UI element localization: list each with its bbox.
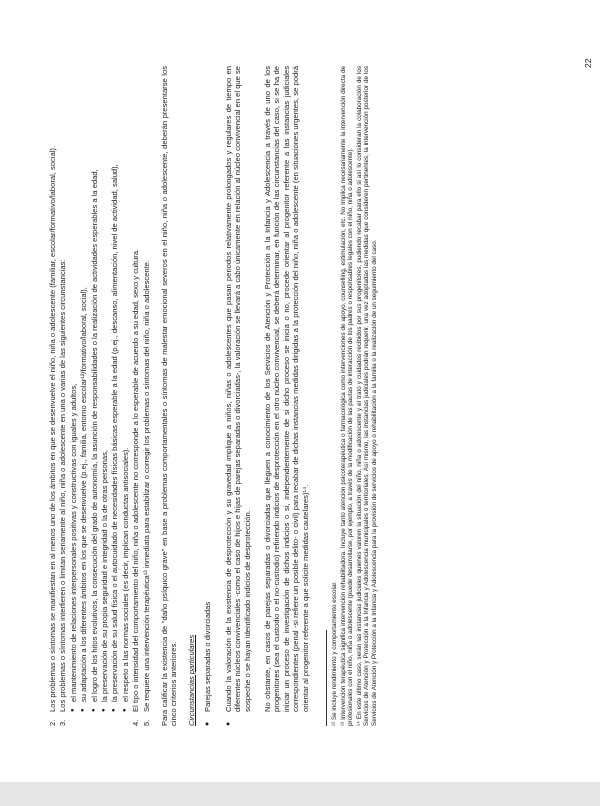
criterion-item-3 bbox=[58, 66, 67, 726]
item-number: 4. bbox=[131, 719, 141, 726]
criterion-item-2 bbox=[48, 66, 57, 726]
sub-item bbox=[121, 66, 130, 712]
bullet-paragraph-item bbox=[224, 66, 252, 726]
item-number: 3. bbox=[58, 719, 68, 726]
item-text: Se requiere una intervención terapéutica¹³ inmediata para estabilizar o corregir los problemas o síntomas del niño, niña o adolescente. bbox=[141, 259, 151, 712]
item-number: 5. bbox=[141, 719, 151, 726]
sub-item bbox=[79, 66, 88, 712]
item-text: El tipo o intensidad del comportamiento del niño, niña o adolescente no corresponde a lo esperable de acuerdo a su edad, sexo y cultura. bbox=[131, 248, 141, 712]
bullet-icon: ● bbox=[101, 708, 108, 712]
sub-item bbox=[90, 66, 99, 712]
sub-item-text: su adaptación a los diferentes ámbitos en los que se desenvuelve (p.ej., familia, entorno escolar¹²/formativo/laboral, social), bbox=[79, 287, 89, 702]
sub-item-text: la preservación de su salud física o el autocuidado de necesidades físicas básicas esperable a la edad (p.ej., descanso, alimentación, nivel de actividad, salud), bbox=[110, 164, 120, 702]
sub-item-text: el mantenimiento de relaciones interpersonales positivas y constructivas con iguales y adultos, bbox=[68, 383, 78, 702]
footnote-13: ¹³ Intervención terapéutica significa intervención rehabilitadora. Incluye tanto atención psicoterapéutica o farmacológica como intervenciones de apoyo, counselling, estimulación, etc. No implica necesariamente la intervención directa de profesionales con el niño, niña o adolescente (puede desarrollarse, por ejemplo, a través de la modificación de las pautas de interacción de los padres o responsables legales con el niño, niña o adolescente). bbox=[339, 66, 355, 726]
bullet-icon: ● bbox=[204, 721, 212, 726]
paragraph-calificar: Para calificar la existencia de "daño psíquico grave" en base a problemas comportamentales o síntomas de malestar emocional severos en el niño, niña o adolescente, deberán presentarse los cinco criterios anteriores. bbox=[160, 66, 179, 726]
section-heading: Circunstancias particulares bbox=[186, 634, 196, 726]
sub-item bbox=[110, 66, 119, 712]
criterion-item-5 bbox=[142, 66, 151, 726]
item-text: Los problemas o síntomas interfieren o limitan seriamente al niño, niña o adolescente en una o varias de las siguientes circunstancias: bbox=[58, 259, 68, 712]
item-text: Los problemas o síntomas se manifiestan en al menos uno de los ámbitos en que se desenvuelve el niño, niña o adolescente (familiar, escolar/formativo/laboral, social). bbox=[48, 145, 57, 712]
bullet-icon: ● bbox=[111, 708, 118, 712]
bullet-icon: ● bbox=[80, 708, 87, 712]
page-number: 22 bbox=[583, 58, 593, 68]
bullet-heading: Parejas separadas o divorciadas bbox=[203, 601, 213, 712]
bullet-icon: ● bbox=[90, 708, 97, 712]
sub-item-text: la preservación de su propia seguridad e integridad o la de otras personas, bbox=[100, 449, 110, 702]
viewer-bottom-strip bbox=[0, 782, 600, 806]
footnote-divider bbox=[326, 630, 327, 726]
item-number: 2. bbox=[48, 719, 57, 726]
sub-item-text: el respeto a las normas sociales (es decir, implican conductas antisociales). bbox=[120, 447, 130, 702]
sub-item-text: el logro de los hitos evolutivos, la consecución del grado de autonomía, la asunción de responsabilidades o la realización de actividades esperables a la edad, bbox=[89, 169, 99, 702]
footnote-12: ¹² Se incluye rendimiento y comportamiento escolar. bbox=[330, 581, 338, 726]
footnote-14: ¹⁴ En este último caso, serán las instancias judiciales quienes valoren la situación del niño, niña o adolescente y el trato y cuidados recibidos por sus progenitores, pudiendo recabar para ello si así lo consideran la colaboración de los Servicios de Atención y Protección a la Infancia y Adolescencia municipales o territoriales. Así mismo, las instancias judiciales podrán requerir, una vez adoptadas las medidas que consideren pertinentes, la intervención posterior de los Servicios de Atención y Protección a la Infancia y Adolescencia para la provisión de servicios de apoyo o rehabilitación a la familia o la realización de un seguimiento del caso. bbox=[355, 66, 378, 726]
bullet-paragraph: Cuando la valoración de la existencia de desprotección y su gravedad implique a niños, niñas o adolescentes que pasan periodos relativamente prolongados y regulares de tiempo en diferentes núcleos convivenciales -como el caso de hijos e hijas de parejas separadas o divorciadas-, la valoración se llevará a cabo únicamente en relación al núcleo convivencial en el que se sospeche o se hayan identificado indicios de desprotección. bbox=[223, 66, 252, 712]
bullet-heading-item bbox=[203, 66, 212, 726]
criterion-item-4 bbox=[131, 66, 140, 726]
sub-item bbox=[100, 66, 109, 712]
bullet-icon: ● bbox=[69, 708, 76, 712]
sub-item bbox=[69, 66, 78, 712]
bullet-icon: ● bbox=[121, 708, 128, 712]
bullet-icon: ● bbox=[224, 721, 232, 726]
paragraph-no-obstante: No obstante, en casos de parejas separadas o divorciadas que lleguen a conocimiento de los Servicios de Atención y Protección a la Infancia y Adolescencia a través de uno de los progenitores (sea el custodio o el no-custodio) refiriendo indicios de desprotección en el otro núcleo convivencial, se deberá determinar, en función de las circunstancias del caso, si se ha de iniciar un proceso de investigación de dichos indicios o si, independientemente de si dicho proceso se inicia o no, procede orientar al progenitor referente a las instancias judiciales correspondientes (penal -si refiere un posible delito- o civil) para recabar de dichas instancias medidas dirigidas a la protección del niño, niña o adolescente (en situaciones urgentes, se podrá orientar al progenitor referente a que solicite medidas cautelares)¹⁴. bbox=[262, 66, 310, 712]
page-body bbox=[48, 66, 380, 726]
